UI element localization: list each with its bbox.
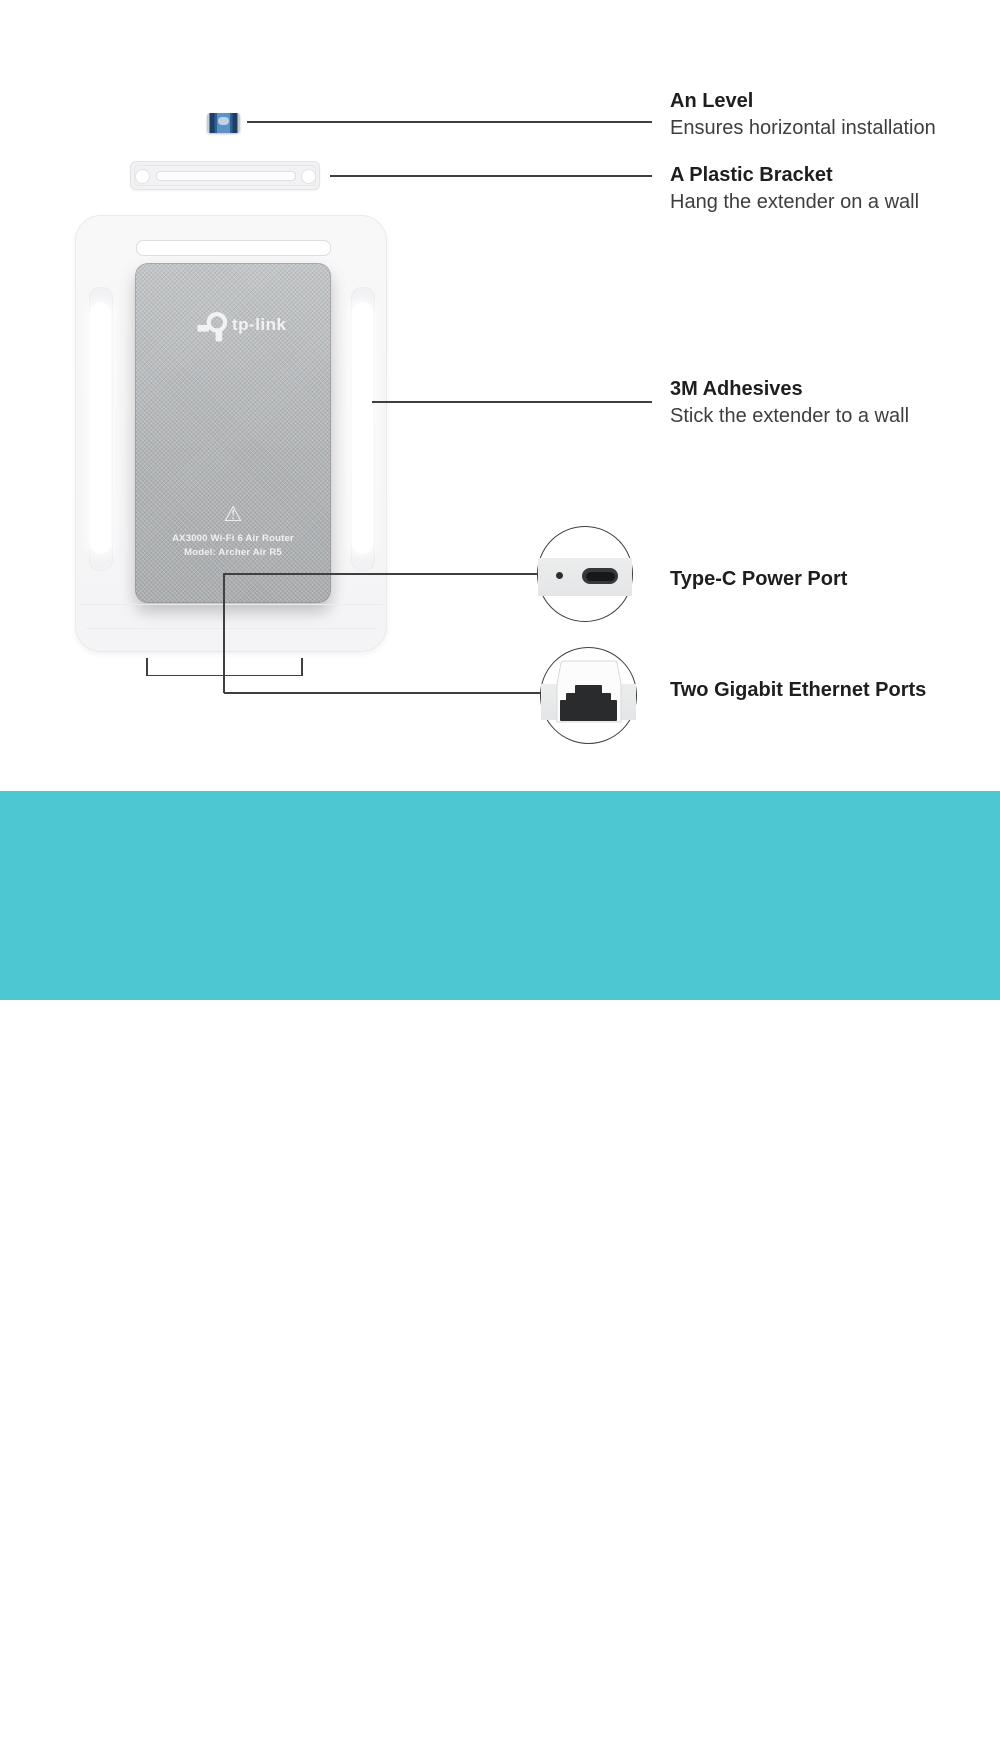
callout-desc: Ensures horizontal installation (670, 117, 936, 139)
device-hanging-slot (136, 240, 331, 256)
device-label-line2: Model: Archer Air R5 (184, 547, 282, 558)
callout-title: 3M Adhesives (670, 378, 803, 400)
usb-c-port-icon (582, 568, 618, 584)
rj45-port-icon (541, 648, 636, 743)
plastic-bracket-image (130, 161, 320, 190)
callout-desc: Hang the extender on a wall (670, 191, 920, 213)
device-label-line1: AX3000 Wi-Fi 6 Air Router (172, 533, 294, 544)
adhesive-strip-right (352, 303, 373, 553)
ethernet-range-bracket (146, 675, 302, 677)
extender-device-image (75, 215, 387, 652)
tp-link-monogram-icon (768, 1649, 838, 1727)
callout-typec (670, 566, 847, 593)
tp-link-logo (197, 307, 287, 342)
banner-title (63, 1637, 493, 1745)
device-fabric-panel (135, 263, 331, 603)
callout-title: An Level (670, 90, 754, 112)
callout-desc: Stick the extender to a wall (670, 405, 910, 427)
warning-triangle-icon: ⚠ (223, 503, 243, 526)
callout-title: A Plastic Bracket (670, 164, 833, 186)
ethernet-range-bracket (301, 658, 303, 676)
banner-title-line1: Multiple (63, 1640, 211, 1687)
ethernet-callout-line (224, 692, 541, 694)
device-bottom-seam (86, 628, 376, 629)
callout-level (670, 88, 936, 142)
callout-ethernet (670, 677, 926, 704)
bracket-screw-hole (135, 169, 150, 184)
tp-link-wordmark: tp-link (845, 1668, 975, 1714)
tp-link-wordmark: tp-link (232, 315, 287, 334)
banner (0, 791, 1000, 1741)
level-callout-line (247, 121, 652, 123)
adhesives-callout-line (372, 401, 652, 403)
banner-title-line2: Wall-Mounting Options (63, 1694, 493, 1741)
bubble-level-image (207, 113, 240, 133)
adhesive-strip-left (90, 303, 111, 553)
bracket-callout-line (330, 175, 652, 177)
bracket-screw-hole (301, 169, 316, 184)
reset-pinhole (556, 572, 563, 579)
ethernet-range-bracket (146, 658, 148, 676)
callout-adhesives (670, 376, 909, 430)
typec-callout-line (224, 573, 538, 575)
callout-title: Type-C Power Port (670, 568, 848, 590)
tp-link-logo (768, 1649, 975, 1727)
ethernet-port-inset (540, 647, 637, 744)
bracket-slot (156, 171, 296, 181)
device-model-label (135, 532, 331, 560)
device-bottom-seam (79, 604, 383, 605)
callout-title: Two Gigabit Ethernet Ports (670, 679, 927, 701)
typec-port-inset (537, 526, 633, 622)
tp-link-monogram-icon (197, 307, 228, 342)
callout-bracket (670, 162, 919, 216)
